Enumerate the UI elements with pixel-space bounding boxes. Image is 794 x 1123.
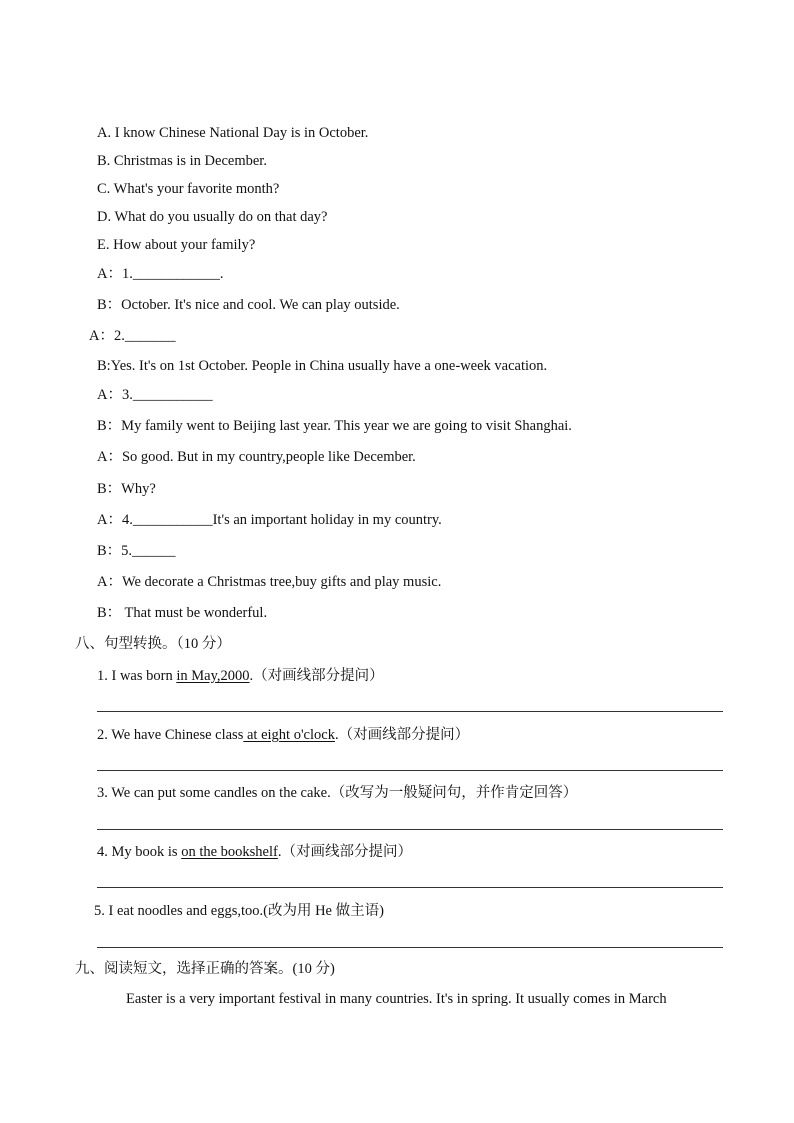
answer-line-3[interactable]: [97, 829, 723, 830]
answer-line-1[interactable]: [97, 711, 723, 712]
underlined-phrase: in May,2000: [176, 668, 250, 684]
question-text: 1. I was born: [97, 668, 177, 684]
question-instruction: .（对画线部分提问）: [277, 844, 412, 860]
option-d: D. What do you usually do on that day?: [97, 209, 328, 225]
dialogue-line: B：5.______: [97, 543, 176, 559]
dialogue-line: A：4.___________It's an important holiday in my country.: [97, 512, 442, 528]
question-instruction: .（对画线部分提问）: [249, 668, 384, 684]
question-4: [97, 843, 412, 861]
question-text: 3. We can put some candles on the cake.（改写为一般疑问句，并作肯定回答）: [97, 785, 578, 801]
answer-line-5[interactable]: [97, 947, 723, 948]
dialogue-line: A：So good. But in my country,people like December.: [97, 449, 416, 465]
dialogue-line: B：October. It's nice and cool. We can play outside.: [97, 297, 400, 313]
question-text: 5. I eat noodles and eggs,too.(改为用 He 做主语): [94, 903, 384, 919]
option-e: E. How about your family?: [97, 237, 256, 253]
answer-line-4[interactable]: [97, 887, 723, 888]
dialogue-line: A：3.___________: [97, 387, 213, 403]
section-9-title: 九、阅读短文，选择正确的答案。(10 分): [75, 961, 335, 977]
question-3: [97, 784, 577, 802]
question-5: [94, 902, 384, 920]
question-text: 2. We have Chinese class: [97, 727, 244, 743]
dialogue-line: B：Why?: [97, 481, 156, 497]
section-8-title: 八、句型转换。（10 分）: [75, 636, 231, 652]
dialogue-line: A：2._______: [89, 328, 176, 344]
question-2: [97, 726, 469, 744]
question-1: [97, 667, 384, 685]
question-text: 4. My book is: [97, 844, 182, 860]
dialogue-line: B： That must be wonderful.: [97, 605, 268, 621]
option-b: B. Christmas is in December.: [97, 153, 267, 169]
dialogue-line: A：1.____________.: [97, 266, 224, 282]
dialogue-line: B:Yes. It's on 1st October. People in China usually have a one-week vacation.: [97, 358, 548, 374]
underlined-phrase: on the bookshelf: [181, 844, 278, 860]
dialogue-line: A：We decorate a Christmas tree,buy gifts and play music.: [97, 574, 442, 590]
dialogue-line: B：My family went to Beijing last year. This year we are going to visit Shanghai.: [97, 418, 572, 434]
answer-line-2[interactable]: [97, 770, 723, 771]
underlined-phrase: at eight o'clock: [243, 727, 335, 743]
option-a: A. I know Chinese National Day is in October.: [97, 125, 369, 141]
reading-passage: Easter is a very important festival in many countries. It's in spring. It usually comes in March: [126, 991, 667, 1007]
option-c: C. What's your favorite month?: [97, 181, 280, 197]
question-instruction: .（对画线部分提问）: [334, 727, 470, 743]
